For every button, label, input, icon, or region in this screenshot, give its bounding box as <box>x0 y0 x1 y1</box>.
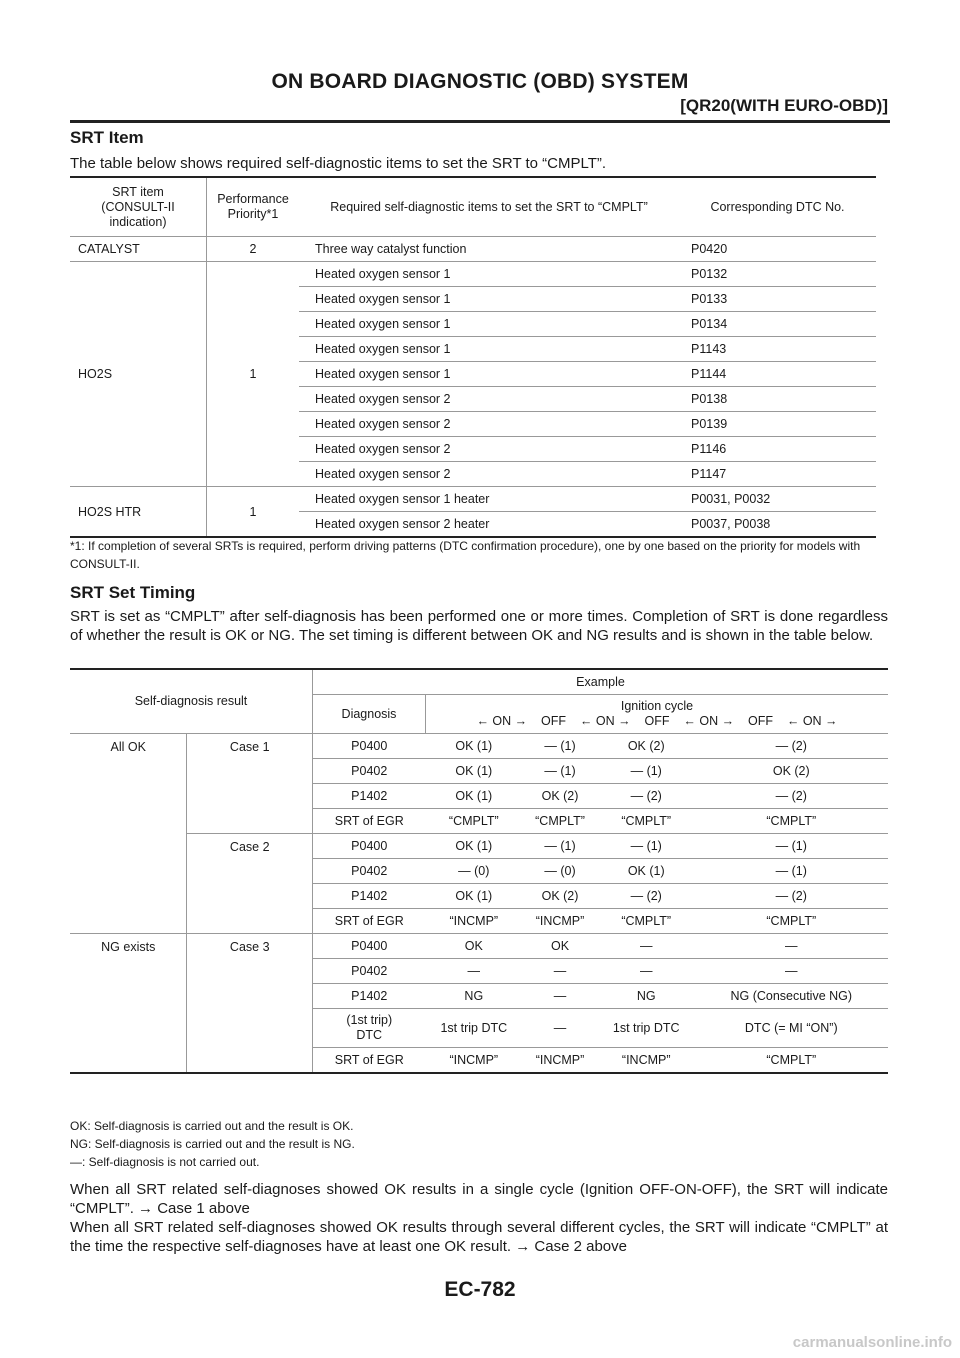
cycle1-cell: OK (1) <box>426 884 523 909</box>
diagnosis-cell: SRT of EGR <box>313 1048 426 1074</box>
srt-item-table <box>70 176 876 538</box>
cycle1-cell: OK (1) <box>426 784 523 809</box>
cycle4-cell: “CMPLT” <box>695 909 888 934</box>
dtc-cell: P1144 <box>683 362 876 387</box>
diagnosis-cell: P1402 <box>313 784 426 809</box>
cycle2-cell: — (1) <box>522 759 598 784</box>
srt-item-cell: CATALYST <box>70 237 207 262</box>
required-item-cell: Heated oxygen sensor 1 <box>299 362 683 387</box>
col-required-items: Required self-diagnostic items to set the SRT to “CMPLT” <box>299 177 683 237</box>
cycle3-cell: NG <box>598 984 695 1009</box>
cycle1-cell: — (0) <box>426 859 523 884</box>
cycle4-cell: — (1) <box>695 859 888 884</box>
priority-cell: 1 <box>207 262 300 487</box>
diagnosis-cell: P0402 <box>313 859 426 884</box>
cycle1-cell: OK (1) <box>426 834 523 859</box>
dtc-cell: P1147 <box>683 462 876 487</box>
legend-line: NG: Self-diagnosis is carried out and the result is NG. <box>70 1137 355 1151</box>
srt-item-footnote: *1: If completion of several SRTs is required, perform driving patterns (DTC confirmation procedure), one by one based on the priority for models with CONSULT-II. <box>70 539 861 571</box>
required-item-cell: Heated oxygen sensor 2 <box>299 437 683 462</box>
col-dtc: Corresponding DTC No. <box>683 177 876 237</box>
diagnosis-cell: P1402 <box>313 884 426 909</box>
cycle2-cell: “INCMP” <box>522 1048 598 1074</box>
diagnosis-cell: SRT of EGR <box>313 909 426 934</box>
case-cell: Case 2 <box>187 834 313 934</box>
srt-item-intro: The table below shows required self-diagnostic items to set the SRT to “CMPLT”. <box>70 155 607 172</box>
table-header-row <box>70 669 888 695</box>
diagnosis-cell: SRT of EGR <box>313 809 426 834</box>
required-item-cell: Heated oxygen sensor 2 <box>299 387 683 412</box>
cycle2-cell: “CMPLT” <box>522 809 598 834</box>
required-item-cell: Heated oxygen sensor 1 <box>299 312 683 337</box>
required-item-cell: Heated oxygen sensor 1 <box>299 337 683 362</box>
cycle4-cell: “CMPLT” <box>695 809 888 834</box>
page-title: ON BOARD DIAGNOSTIC (OBD) SYSTEM <box>271 70 689 93</box>
cycle3-cell: 1st trip DTC <box>598 1009 695 1048</box>
table-row <box>70 834 888 859</box>
cycle3-cell: — <box>598 959 695 984</box>
cycle1-cell: OK (1) <box>426 734 523 759</box>
cycle3-cell: “CMPLT” <box>598 909 695 934</box>
page-subtitle: [QR20(WITH EURO-OBD)] <box>680 96 888 115</box>
dtc-cell: P0031, P0032 <box>683 487 876 512</box>
required-item-cell: Heated oxygen sensor 2 heater <box>299 512 683 538</box>
line: (CONSULT-II <box>101 199 175 214</box>
watermark: carmanualsonline.info <box>792 1334 952 1351</box>
cycle1-cell: NG <box>426 984 523 1009</box>
col-example: Example <box>313 669 889 695</box>
cycle4-cell: — (1) <box>695 834 888 859</box>
table-row <box>70 934 888 959</box>
dtc-cell: P0037, P0038 <box>683 512 876 538</box>
diagnosis-cell: P0400 <box>313 934 426 959</box>
cycle3-cell: — (1) <box>598 834 695 859</box>
diagnosis-cell: (1st trip) DTC <box>313 1009 426 1048</box>
result-cell: NG exists <box>70 934 187 1074</box>
priority-cell: 2 <box>207 237 300 262</box>
ignition-cycle-sequence: ← ON → OFF ← ON → OFF ← ON → OFF ← ON → <box>476 714 838 728</box>
page-number: EC-782 <box>444 1278 516 1301</box>
table-row <box>70 487 876 512</box>
cycle1-cell: OK (1) <box>426 759 523 784</box>
table-row <box>70 262 876 287</box>
cycle4-cell: — <box>695 934 888 959</box>
result-cell: All OK <box>70 734 187 934</box>
dtc-cell: P0133 <box>683 287 876 312</box>
dtc-cell: P0134 <box>683 312 876 337</box>
dtc-cell: P0132 <box>683 262 876 287</box>
cycle4-cell: — (2) <box>695 784 888 809</box>
header-rule <box>70 120 890 123</box>
cycle2-cell: OK <box>522 934 598 959</box>
col-priority <box>207 177 300 237</box>
required-item-cell: Heated oxygen sensor 1 heater <box>299 487 683 512</box>
cycle4-cell: — (2) <box>695 734 888 759</box>
col-self-diagnosis-result: Self-diagnosis result <box>70 669 313 734</box>
col-ignition-cycle <box>426 695 889 734</box>
line: Performance <box>217 192 289 206</box>
cycle4-cell: OK (2) <box>695 759 888 784</box>
required-item-cell: Heated oxygen sensor 1 <box>299 262 683 287</box>
cycle2-cell: — (1) <box>522 734 598 759</box>
cycle4-cell: — (2) <box>695 884 888 909</box>
cycle2-cell: — <box>522 984 598 1009</box>
required-item-cell: Three way catalyst function <box>299 237 683 262</box>
dtc-cell: P1146 <box>683 437 876 462</box>
ignition-cycle-label: Ignition cycle <box>620 699 694 713</box>
cycle3-cell: — <box>598 934 695 959</box>
cycle3-cell: “CMPLT” <box>598 809 695 834</box>
cycle2-cell: OK (2) <box>522 884 598 909</box>
cycle2-cell: — <box>522 959 598 984</box>
cycle4-cell: NG (Consecutive NG) <box>695 984 888 1009</box>
cycle2-cell: OK (2) <box>522 784 598 809</box>
table-row <box>70 237 876 262</box>
required-item-cell: Heated oxygen sensor 1 <box>299 287 683 312</box>
case-cell: Case 3 <box>187 934 313 1074</box>
cycle2-cell: — (0) <box>522 859 598 884</box>
cycle4-cell: — <box>695 959 888 984</box>
timing-paragraph-case2: When all SRT related self-diagnoses showed OK results through several different cycles, the SRT will indicate “CMPLT” at the time the respective self-diagnoses have at least one OK result. → Case 2 above <box>70 1219 888 1255</box>
cycle1-cell: “CMPLT” <box>426 809 523 834</box>
cycle3-cell: OK (2) <box>598 734 695 759</box>
legend-line: —: Self-diagnosis is not carried out. <box>70 1155 260 1169</box>
diagnosis-cell: P0400 <box>313 734 426 759</box>
cycle1-cell: — <box>426 959 523 984</box>
priority-cell: 1 <box>207 487 300 538</box>
cycle1-cell: OK <box>426 934 523 959</box>
cycle1-cell: “INCMP” <box>426 1048 523 1074</box>
srt-timing-heading: SRT Set Timing <box>70 583 196 602</box>
cycle3-cell: — (2) <box>598 784 695 809</box>
cycle4-cell: DTC (= MI “ON”) <box>695 1009 888 1048</box>
case-cell: Case 1 <box>187 734 313 834</box>
cycle3-cell: — (1) <box>598 759 695 784</box>
cycle3-cell: “INCMP” <box>598 1048 695 1074</box>
legend-line: OK: Self-diagnosis is carried out and the result is OK. <box>70 1119 354 1133</box>
timing-paragraph-case1: When all SRT related self-diagnoses showed OK results in a single cycle (Ignition OFF-ON-OFF), the SRT will indicate “CMPLT”. → Case 1 above <box>70 1181 888 1217</box>
srt-timing-table <box>70 668 888 1074</box>
srt-item-cell: HO2S <box>70 262 207 487</box>
cycle3-cell: — (2) <box>598 884 695 909</box>
table-header-row <box>70 177 876 237</box>
diagnosis-cell: P0400 <box>313 834 426 859</box>
cycle4-cell: “CMPLT” <box>695 1048 888 1074</box>
diagnosis-cell: P1402 <box>313 984 426 1009</box>
col-srt-item <box>70 177 207 237</box>
diagnosis-cell: P0402 <box>313 759 426 784</box>
srt-item-heading: SRT Item <box>70 128 144 147</box>
line: SRT item <box>112 184 164 199</box>
dtc-cell: P0139 <box>683 412 876 437</box>
result-legend <box>70 1117 888 1171</box>
dtc-cell: P0420 <box>683 237 876 262</box>
cycle2-cell: “INCMP” <box>522 909 598 934</box>
required-item-cell: Heated oxygen sensor 2 <box>299 412 683 437</box>
required-item-cell: Heated oxygen sensor 2 <box>299 462 683 487</box>
cycle3-cell: OK (1) <box>598 859 695 884</box>
srt-timing-intro: SRT is set as “CMPLT” after self-diagnosis has been performed one or more times. Completion of SRT is done regardless of whether the result is OK or NG. The set timing is different between OK and NG results and is shown in the table below. <box>70 608 888 644</box>
line: Priority*1 <box>227 207 279 221</box>
dtc-cell: P0138 <box>683 387 876 412</box>
table-row <box>70 734 888 759</box>
line: indication) <box>109 214 167 229</box>
dtc-cell: P1143 <box>683 337 876 362</box>
diagnosis-cell: P0402 <box>313 959 426 984</box>
col-diagnosis: Diagnosis <box>313 695 426 734</box>
cycle2-cell: — (1) <box>522 834 598 859</box>
srt-item-cell: HO2S HTR <box>70 487 207 538</box>
cycle1-cell: 1st trip DTC <box>426 1009 523 1048</box>
cycle1-cell: “INCMP” <box>426 909 523 934</box>
cycle2-cell: — <box>522 1009 598 1048</box>
